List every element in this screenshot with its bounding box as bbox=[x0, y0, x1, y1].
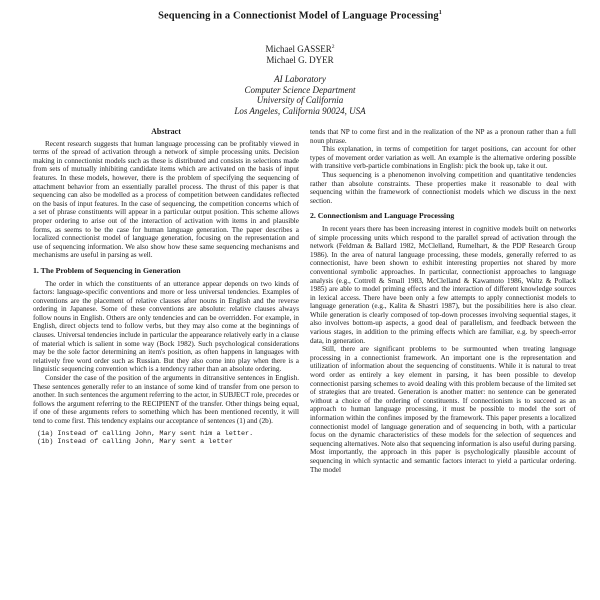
affiliation-department: Computer Science Department bbox=[244, 84, 356, 95]
author-line: Michael GASSER$^2$ bbox=[265, 44, 335, 54]
abstract-text: Recent research suggests that human language processing can be profitably viewed in terms of the spread of activation through a network of simple processing units. Decision making in connectionist models such as these is distributed and consists in selections made from sets of mutually inhibiting candidate items which are activated on the basis of input features. In these models, however, there is the problem of specifying the sequencing of attachment behavior from an essentially parallel process. The thrust of this paper is that sequencing can also be modelled as a process of competition between candidates reflected on the basis of input features. In the case of sequencing, the competition concerns which of a set of phrase constituents will appear in a particular output position. This scheme allows proper ordering to arise out of the interaction of activation with items in and plausible forms, as seems to be the case for human language generation. The paper describes a localized connectionist model of language generation, focusing on the representation and use of sequencing information. We also show how these same sequencing mechanisms and mechanisms are useful in parsing as well. bbox=[33, 139, 299, 260]
body-paragraph: This explanation, in terms of competition for target positions, can account for other types of movement order variation as well. An example is the alternative ordering possible with transitive verb-particle combinations in English: pick the book up, take it out. bbox=[310, 145, 576, 171]
affiliation-lab: AI Laboratory bbox=[274, 74, 326, 84]
affiliation-block bbox=[0, 74, 600, 116]
title-footnote-marker: 1 bbox=[438, 10, 442, 16]
affiliation-university: University of California bbox=[256, 95, 344, 105]
section-2-heading: 2. Connectionism and Language Processing bbox=[310, 211, 455, 221]
section-1-heading: 1. The Problem of Sequencing in Generation bbox=[33, 265, 181, 275]
example-sentences bbox=[37, 430, 299, 447]
continued-paragraph: tends that NP to come first and in the realization of the NP as a pronoun rather than a full noun phrase. bbox=[310, 128, 576, 145]
right-column bbox=[310, 128, 576, 474]
body-paragraph: Thus sequencing is a phenomenon involving competition and quantitative tendencies rather than absolute constraints. These properties make it reasonable to deal with sequencing within the framework of connectionist models which we discuss in the next section. bbox=[310, 170, 576, 205]
section-2-paragraph: In recent years there has been increasing interest in cognitive models built on networks of simple processing units which respond to the parallel spread of activation through the network (Feldman & Ballard 1982, McClelland, Rumelhart, & the PDP Research Group 1986). In the area of natural language processing, these models, generally referred to as connectionist, have been shown to exhibit interesting properties not shared by more conventional symbolic approaches. In particular, connectionist approaches to language analysis (e.g., Cottrell & Small 1983, McClelland & Kawamoto 1986, Waltz & Pollack 1985) are able to model priming effects and the interaction of different knowledge sources in lexical access. There have been only a few attempts to apply connectionist models to language generation (e.g., Kalita & Shastri 1987), but the possibilities here is also clear. While generation is clearly composed of top-down processes involving sequential stages, it also involves bottom-up aspects, a good deal of parallelism, and feedback between the various stages, in addition to the priming effects which are familiar, e.g. by speech-error data, in generation. bbox=[310, 224, 576, 345]
abstract-heading: Abstract bbox=[151, 127, 181, 136]
author-block bbox=[0, 42, 600, 65]
paper-title: Sequencing in a Connectionist Model of Language Processing$^1$ bbox=[158, 10, 442, 22]
author-line: Michael G. DYER bbox=[266, 54, 334, 65]
affiliation-address: Los Angeles, California 90024, USA bbox=[234, 105, 366, 116]
section-1-paragraph: Consider the case of the position of the arguments in ditransitive sentences in English. These sentences generally refer to an instance of some kind of transfer from one person to another. In such sentences the argument referring to the actor, in SUBJECT role, precedes or follows the argument referring to the RECIPIENT of the transfer. Other things being equal, if one of these arguments refers to something which has been mentioned recently, it will tend to come first. This tendency explains our acceptance of sentences (1) and (2b). bbox=[33, 374, 299, 425]
section-2-paragraph: Still, there are significant problems to be surmounted when treating language processing in a connectionist framework. An important one is the representation and utilization of information about the sequencing of constituents. While it is natural to treat word order as entirely a key element in parsing, it has been possible to develop connectionist parsing schemes to avoid dealing with this problem because of the limited set of strategies that are treated. Generation is another matter: no sentence can be generated without a choice of the ordering of constituents. If connectionism is to succeed as an approach to human language processing, it must be possible to model the sort of information within the confines imposed by the framework. This paper presents a localized connectionist model of language generation and of sequencing in both, with a particular focus on the dynamic characteristics of these models for the selection of sequences and sequencing alternatives. Note also that sequencing information is also useful during parsing. Most importantly, the approach in this paper is psychologically plausible account of sequencing in which syntactic and semantic factors interact to yield a particular ordering. The model bbox=[310, 345, 576, 474]
section-1-paragraph: The order in which the constituents of an utterance appear depends on two kinds of factors: language-specific conventions and more or less universal tendencies. Examples of conventions are the placement of relative clauses after nouns in English and the reverse ordering in Japanese. Some of these conventions are absolute: relative clauses always follow nouns in English. Others are only tendencies and can be overridden. For example, in English, direct objects tend to follow verbs, but they may also come at the beginnings of clauses. Universal tendencies include in particular the appearance relatively early in a clause of material which is salient in some way (Bock 1982). Such psychological considerations may be the sole factor determining an item's position, as often happens in languages with relatively free word order such as Russian. But they also come into play when there is a linguistic sequencing convention which is a tendency rather than an absolute ordering. bbox=[33, 279, 300, 374]
example-1b: (1b) Instead of calling John, Mary sent a letter bbox=[37, 438, 233, 446]
left-column bbox=[33, 128, 299, 446]
example-1a: (1a) Instead of calling John, Mary sent him a letter. bbox=[37, 429, 254, 438]
